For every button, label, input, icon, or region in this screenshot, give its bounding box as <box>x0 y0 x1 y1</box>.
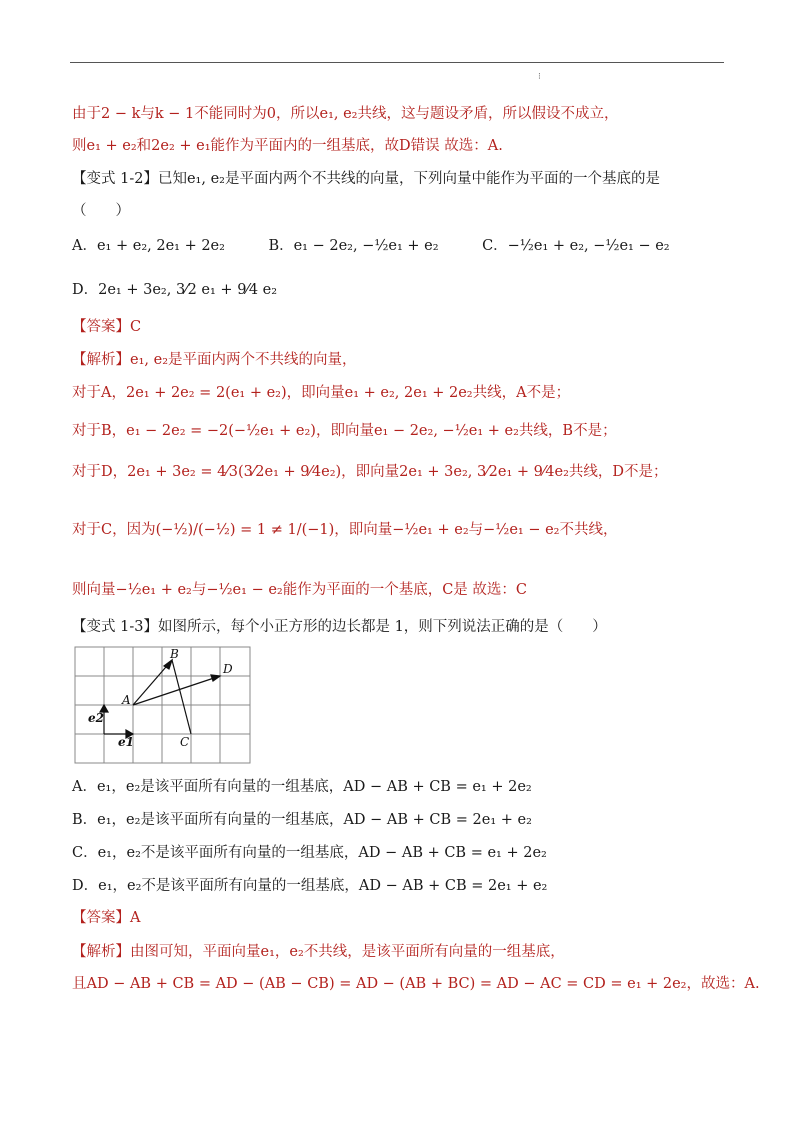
option-a: A．e₁，e₂是该平面所有向量的一组基底，AD − AB + CB = e₁ + 2e₂ <box>72 779 532 795</box>
text-line-2: 则e₁ + e₂和2e₂ + e₁能作为平面内的一组基底，故D错误 故选：A. <box>72 138 503 154</box>
header-rule <box>70 62 724 63</box>
label-b: B <box>170 647 179 661</box>
answer-1-2: 【答案】C <box>72 319 142 335</box>
analysis-c: 对于C，因为(−½)/(−½) = 1 ≠ 1/(−1)，即向量−½e₁ + e₂与−½e₁ − e₂不共线， <box>72 522 618 538</box>
label-d: D <box>223 662 233 676</box>
option-b: B．e₁，e₂是该平面所有向量的一组基底，AD − AB + CB = 2e₁ + e₂ <box>72 812 532 828</box>
header-mark: ⁝ <box>538 72 541 82</box>
analysis-1-3: 【解析】由图可知，平面向量e₁，e₂不共线，是该平面所有向量的一组基底， <box>72 944 565 960</box>
analysis-1-3-eq: 且AD − AB + CB = AD − (AB − CB) = AD − (AB + BC) = AD − AC = CD = e₁ + 2e₂，故选：A. <box>72 976 760 992</box>
variant-1-2-paren: （ ） <box>72 203 130 219</box>
answer-1-3: 【答案】A <box>72 910 141 926</box>
label-a: A <box>122 693 131 707</box>
label-e2: e2 <box>88 711 104 725</box>
arrow-d <box>211 675 220 681</box>
analysis-b: 对于B，e₁ − 2e₂ = −2(−½e₁ + e₂)，即向量e₁ − 2e₂, −½e₁ + e₂共线，B不是； <box>72 423 617 439</box>
vector-cb <box>172 660 191 734</box>
option-line-abc: A．e₁ + e₂, 2e₁ + 2e₂ B．e₁ − 2e₂, −½e₁ + e₂ C．−½e₁ + e₂, −½e₁ − e₂ <box>72 238 670 254</box>
analysis-d: 对于D，2e₁ + 3e₂ = 4⁄3(3⁄2e₁ + 9⁄4e₂)，即向量2e₁ + 3e₂, 3⁄2e₁ + 9⁄4e₂共线，D不是； <box>72 464 668 480</box>
conclusion-1-2: 则向量−½e₁ + e₂与−½e₁ − e₂能作为平面的一个基底，C是 故选：C <box>72 582 528 598</box>
analysis-1-2: 【解析】e₁, e₂是平面内两个不共线的向量， <box>72 352 357 368</box>
analysis-a: 对于A，2e₁ + 2e₂ = 2(e₁ + e₂)，即向量e₁ + e₂, 2e₁ + 2e₂共线，A不是； <box>72 385 571 401</box>
variant-1-2-title: 【变式 1-2】已知e₁, e₂是平面内两个不共线的向量，下列向量中能作为平面的一个基底的是 <box>72 171 660 187</box>
option-c: C．e₁，e₂不是该平面所有向量的一组基底，AD − AB + CB = e₁ + 2e₂ <box>72 845 547 861</box>
variant-1-3-title: 【变式 1-3】如图所示，每个小正方形的边长都是 1，则下列说法正确的是（ ） <box>72 619 607 635</box>
vector-grid-figure <box>74 646 254 766</box>
label-e1: e1 <box>118 735 134 749</box>
option-d: D．e₁，e₂不是该平面所有向量的一组基底，AD − AB + CB = 2e₁ + e₂ <box>72 878 548 894</box>
text-line-1: 由于2 − k与k − 1不能同时为0，所以e₁, e₂共线，这与题设矛盾，所以假设不成立， <box>72 106 619 122</box>
option-line-d: D．2e₁ + 3e₂, 3⁄2 e₁ + 9⁄4 e₂ <box>72 282 278 298</box>
label-c: C <box>180 735 190 749</box>
